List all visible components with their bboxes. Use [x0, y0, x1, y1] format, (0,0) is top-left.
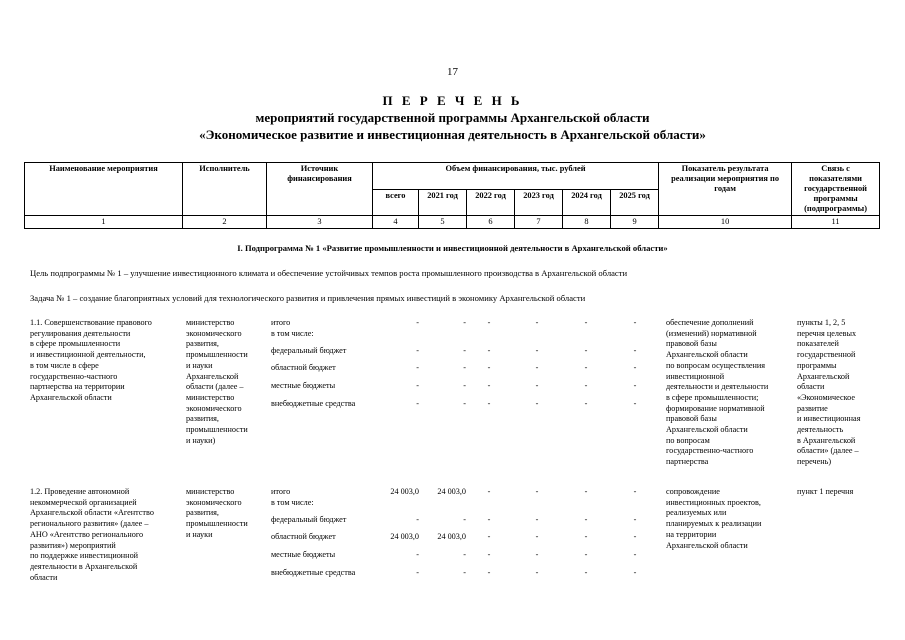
funding-value-2023: - — [535, 550, 539, 559]
executor-line: области (далее – — [186, 382, 244, 392]
funding-row-federal — [271, 346, 651, 357]
column-number: 9 — [611, 216, 659, 229]
header-year-2023: 2023 год — [515, 189, 563, 216]
funding-value-total: - — [416, 346, 419, 355]
executor-line: и науки) — [186, 435, 216, 445]
executor-line: Архангельской — [186, 371, 239, 381]
link-line: и инвестиционная — [797, 414, 861, 424]
funding-value-2024: - — [584, 568, 588, 577]
measure-name-line: области — [30, 572, 58, 582]
header-year-2024: 2024 год — [563, 189, 611, 216]
executor-line: развития, — [186, 339, 219, 349]
funding-value-total: 24 003,0 — [390, 487, 419, 496]
funding-value-2025: - — [633, 399, 637, 408]
document-title — [0, 93, 905, 143]
funding-value-2024: - — [584, 318, 588, 327]
indicator-line: в сфере промышленности; — [666, 392, 759, 402]
link-line: программы — [797, 360, 837, 370]
funding-row-total — [271, 318, 651, 329]
title-line-3: «Экономическое развитие и инвестиционная деятельность в Архангельской области» — [199, 127, 706, 142]
funding-value-2022: - — [487, 399, 491, 408]
page-number: 17 — [447, 66, 458, 78]
measure-name-line: по поддержке инвестиционной — [30, 551, 139, 561]
funding-value-2022: - — [487, 318, 491, 327]
header-year-2022: 2022 год — [467, 189, 515, 216]
funding-label: итого — [271, 487, 291, 496]
subprogram-goal: Цель подпрограммы № 1 – улучшение инвестиционного климата и обеспечение устойчивых темпов роста промышленного производства в Архангельской области — [30, 268, 628, 278]
funding-value-2021: - — [463, 318, 466, 327]
funding-sublabel: в том числе: — [271, 329, 314, 338]
indicator-line: государственно-частного — [666, 446, 754, 456]
link-line: показателей — [797, 339, 839, 349]
column-number: 7 — [515, 216, 563, 229]
header-total: всего — [373, 189, 419, 216]
funding-value-2025: - — [633, 318, 637, 327]
funding-label: местные бюджеты — [271, 381, 336, 390]
funding-value-2022: - — [487, 568, 491, 577]
indicator-line: инвестиционных проектов, — [666, 497, 761, 507]
header-year-2025: 2025 год — [611, 189, 659, 216]
header-name: Наименование мероприятия — [25, 163, 183, 216]
funding-sublabel: в том числе: — [271, 498, 314, 507]
indicator-line: реализуемых или — [666, 508, 727, 518]
measure-name-line: и инвестиционной деятельности, — [30, 350, 146, 360]
indicator-line: по вопросам — [666, 435, 710, 445]
section-title: I. Подпрограмма № 1 «Развитие промышленности и инвестиционной деятельности в Архангельской области» — [237, 243, 668, 253]
executor-line: экономического — [186, 328, 242, 338]
funding-value-2022: - — [487, 346, 491, 355]
link-line: Архангельской — [797, 371, 850, 381]
funding-value-total: - — [416, 363, 419, 372]
funding-value-2024: - — [584, 532, 588, 541]
funding-value-2022: - — [487, 381, 491, 390]
indicator-line: по вопросам осуществления — [666, 360, 766, 370]
funding-value-2025: - — [633, 381, 637, 390]
funding-label: итого — [271, 318, 291, 327]
funding-row-local — [271, 381, 651, 392]
funding-value-2021: - — [463, 346, 466, 355]
measure-name-line: регионального развития» (далее – — [30, 519, 149, 529]
link-line: области — [797, 382, 825, 392]
executor-line: и науки — [186, 529, 213, 539]
measure-name — [30, 318, 178, 404]
title-line-2: мероприятий государственной программы Архангельской области — [255, 110, 650, 125]
funding-row-regional — [271, 532, 651, 543]
indicator-line: планируемых к реализации — [666, 519, 762, 529]
funding-value-2023: - — [535, 487, 539, 496]
funding-value-total: - — [416, 550, 419, 559]
funding-value-2023: - — [535, 515, 539, 524]
executor-line: экономического — [186, 497, 242, 507]
funding-value-2025: - — [633, 346, 637, 355]
funding-value-2024: - — [584, 515, 588, 524]
measure-indicator — [666, 487, 788, 551]
funding-label: местные бюджеты — [271, 550, 336, 559]
column-number: 5 — [419, 216, 467, 229]
funding-value-2024: - — [584, 399, 588, 408]
link-line: перечень) — [797, 457, 832, 467]
funding-row-sub — [271, 329, 651, 340]
funding-value-total: - — [416, 381, 419, 390]
indicator-line: правовой базы — [666, 414, 717, 424]
link-line: государственной — [797, 350, 856, 360]
indicator-line: инвестиционной — [666, 371, 725, 381]
funding-value-2024: - — [584, 363, 588, 372]
funding-label: областной бюджет — [271, 363, 336, 372]
measure-name-line: государственно-частного — [30, 371, 118, 381]
funding-value-2023: - — [535, 532, 539, 541]
indicator-line: Архангельской области — [666, 350, 748, 360]
funding-value-2021: - — [463, 381, 466, 390]
measure-name-line: Архангельской области — [30, 392, 112, 402]
executor-line: промышленности — [186, 350, 248, 360]
funding-value-2021: - — [463, 550, 466, 559]
funding-value-2023: - — [535, 318, 539, 327]
measure-name-line: регулирования деятельности — [30, 328, 131, 338]
funding-value-2025: - — [633, 487, 637, 496]
funding-value-2024: - — [584, 550, 588, 559]
funding-label: федеральный бюджет — [271, 346, 347, 355]
funding-value-2021: 24 003,0 — [437, 532, 466, 541]
executor-line: промышленности — [186, 519, 248, 529]
header-link: Связь с показателями государственной программы (подпрограммы) — [792, 163, 880, 216]
indicator-line: Архангельской области — [666, 425, 748, 435]
funding-value-2024: - — [584, 346, 588, 355]
subprogram-task: Задача № 1 – создание благоприятных условий для технологического развития и привлечения прямых инвестиций в экономику Архангельской области — [30, 293, 586, 303]
link-line: деятельность — [797, 425, 844, 435]
funding-value-2024: - — [584, 381, 588, 390]
measure-name — [30, 487, 178, 583]
executor-line: развития, — [186, 508, 219, 518]
funding-row-federal — [271, 515, 651, 526]
executor-line: министерство — [186, 318, 235, 327]
funding-value-2023: - — [535, 363, 539, 372]
executor-line: развития, — [186, 414, 219, 424]
link-line: «Экономическое — [797, 392, 856, 402]
funding-value-2023: - — [535, 346, 539, 355]
executor-line: министерство — [186, 487, 235, 496]
measure-executor — [186, 318, 268, 446]
funding-value-2021: - — [463, 568, 466, 577]
funding-value-2023: - — [535, 568, 539, 577]
funding-value-total: - — [416, 568, 419, 577]
indicator-line: (изменений) нормативной — [666, 328, 757, 338]
funding-label: внебюджетные средства — [271, 399, 356, 408]
funding-row-total — [271, 487, 651, 498]
funding-value-2022: - — [487, 532, 491, 541]
funding-value-2022: - — [487, 515, 491, 524]
funding-value-2025: - — [633, 515, 637, 524]
measure-executor — [186, 487, 268, 541]
measure-name-line: 1.1. Совершенствование правового — [30, 318, 152, 327]
title-line-1: П Е Р Е Ч Е Н Ь — [382, 93, 523, 108]
funding-row-extrabudget — [271, 568, 651, 579]
column-number: 6 — [467, 216, 515, 229]
funding-value-2025: - — [633, 363, 637, 372]
funding-value-total: - — [416, 318, 419, 327]
funding-value-2021: - — [463, 399, 466, 408]
funding-value-2025: - — [633, 568, 637, 577]
funding-value-2021: 24 003,0 — [437, 487, 466, 496]
indicator-line: сопровождение — [666, 487, 720, 496]
funding-label: областной бюджет — [271, 532, 336, 541]
funding-value-2021: - — [463, 363, 466, 372]
measure-name-line: АНО «Агентство регионального — [30, 529, 144, 539]
measure-name-line: 1.2. Проведение автономной — [30, 487, 130, 496]
funding-value-2023: - — [535, 399, 539, 408]
measure-name-line: некоммерческой организацией — [30, 497, 137, 507]
column-number: 4 — [373, 216, 419, 229]
executor-line: министерство — [186, 392, 235, 402]
measure-link — [797, 487, 879, 498]
funding-value-total: - — [416, 515, 419, 524]
header-financing: Объем финансирования, тыс. рублей — [373, 163, 659, 190]
header-indicator: Показатель результата реализации мероприятия по годам — [659, 163, 792, 216]
indicator-line: правовой базы — [666, 339, 717, 349]
measure-name-line: партнерства на территории — [30, 382, 125, 392]
executor-line: и науки — [186, 360, 213, 370]
link-line: развитие — [797, 403, 828, 413]
funding-row-sub — [271, 498, 651, 509]
column-number: 2 — [183, 216, 267, 229]
column-number: 3 — [267, 216, 373, 229]
measure-name-line: Архангельской области «Агентство — [30, 508, 154, 518]
header-source: Источник финансирования — [267, 163, 373, 216]
indicator-line: партнерства — [666, 457, 709, 467]
column-number: 8 — [563, 216, 611, 229]
executor-line: промышленности — [186, 425, 248, 435]
funding-value-2024: - — [584, 487, 588, 496]
measure-link — [797, 318, 879, 468]
indicator-line: Архангельской области — [666, 540, 748, 550]
indicator-line: деятельности и деятельности — [666, 382, 769, 392]
link-line: пункт 1 перечня — [797, 487, 854, 496]
indicator-line: формирование нормативной — [666, 403, 765, 413]
funding-value-2023: - — [535, 381, 539, 390]
measure-name-line: деятельности в Архангельской — [30, 561, 138, 571]
link-line: перечня целевых — [797, 328, 857, 338]
funding-value-2025: - — [633, 550, 637, 559]
funding-label: внебюджетные средства — [271, 568, 356, 577]
funding-value-2025: - — [633, 532, 637, 541]
funding-value-2021: - — [463, 515, 466, 524]
header-table — [24, 162, 880, 229]
funding-row-regional — [271, 363, 651, 374]
funding-label: федеральный бюджет — [271, 515, 347, 524]
funding-row-extrabudget — [271, 399, 651, 410]
link-line: области» (далее – — [797, 446, 859, 456]
indicator-line: на территории — [666, 529, 717, 539]
column-number: 10 — [659, 216, 792, 229]
funding-value-2022: - — [487, 363, 491, 372]
link-line: пункты 1, 2, 5 — [797, 318, 846, 327]
column-number: 11 — [792, 216, 880, 229]
measure-name-line: развития») мероприятий — [30, 540, 116, 550]
header-year-2021: 2021 год — [419, 189, 467, 216]
indicator-line: обеспечение дополнений — [666, 318, 754, 327]
measure-indicator — [666, 318, 788, 468]
funding-value-2022: - — [487, 487, 491, 496]
link-line: в Архангельской — [797, 435, 856, 445]
measure-name-line: в сфере промышленности — [30, 339, 121, 349]
funding-value-total: 24 003,0 — [390, 532, 419, 541]
header-executor: Исполнитель — [183, 163, 267, 216]
funding-value-2022: - — [487, 550, 491, 559]
column-number: 1 — [25, 216, 183, 229]
executor-line: экономического — [186, 403, 242, 413]
funding-value-total: - — [416, 399, 419, 408]
funding-row-local — [271, 550, 651, 561]
measure-name-line: в том числе в сфере — [30, 360, 99, 370]
